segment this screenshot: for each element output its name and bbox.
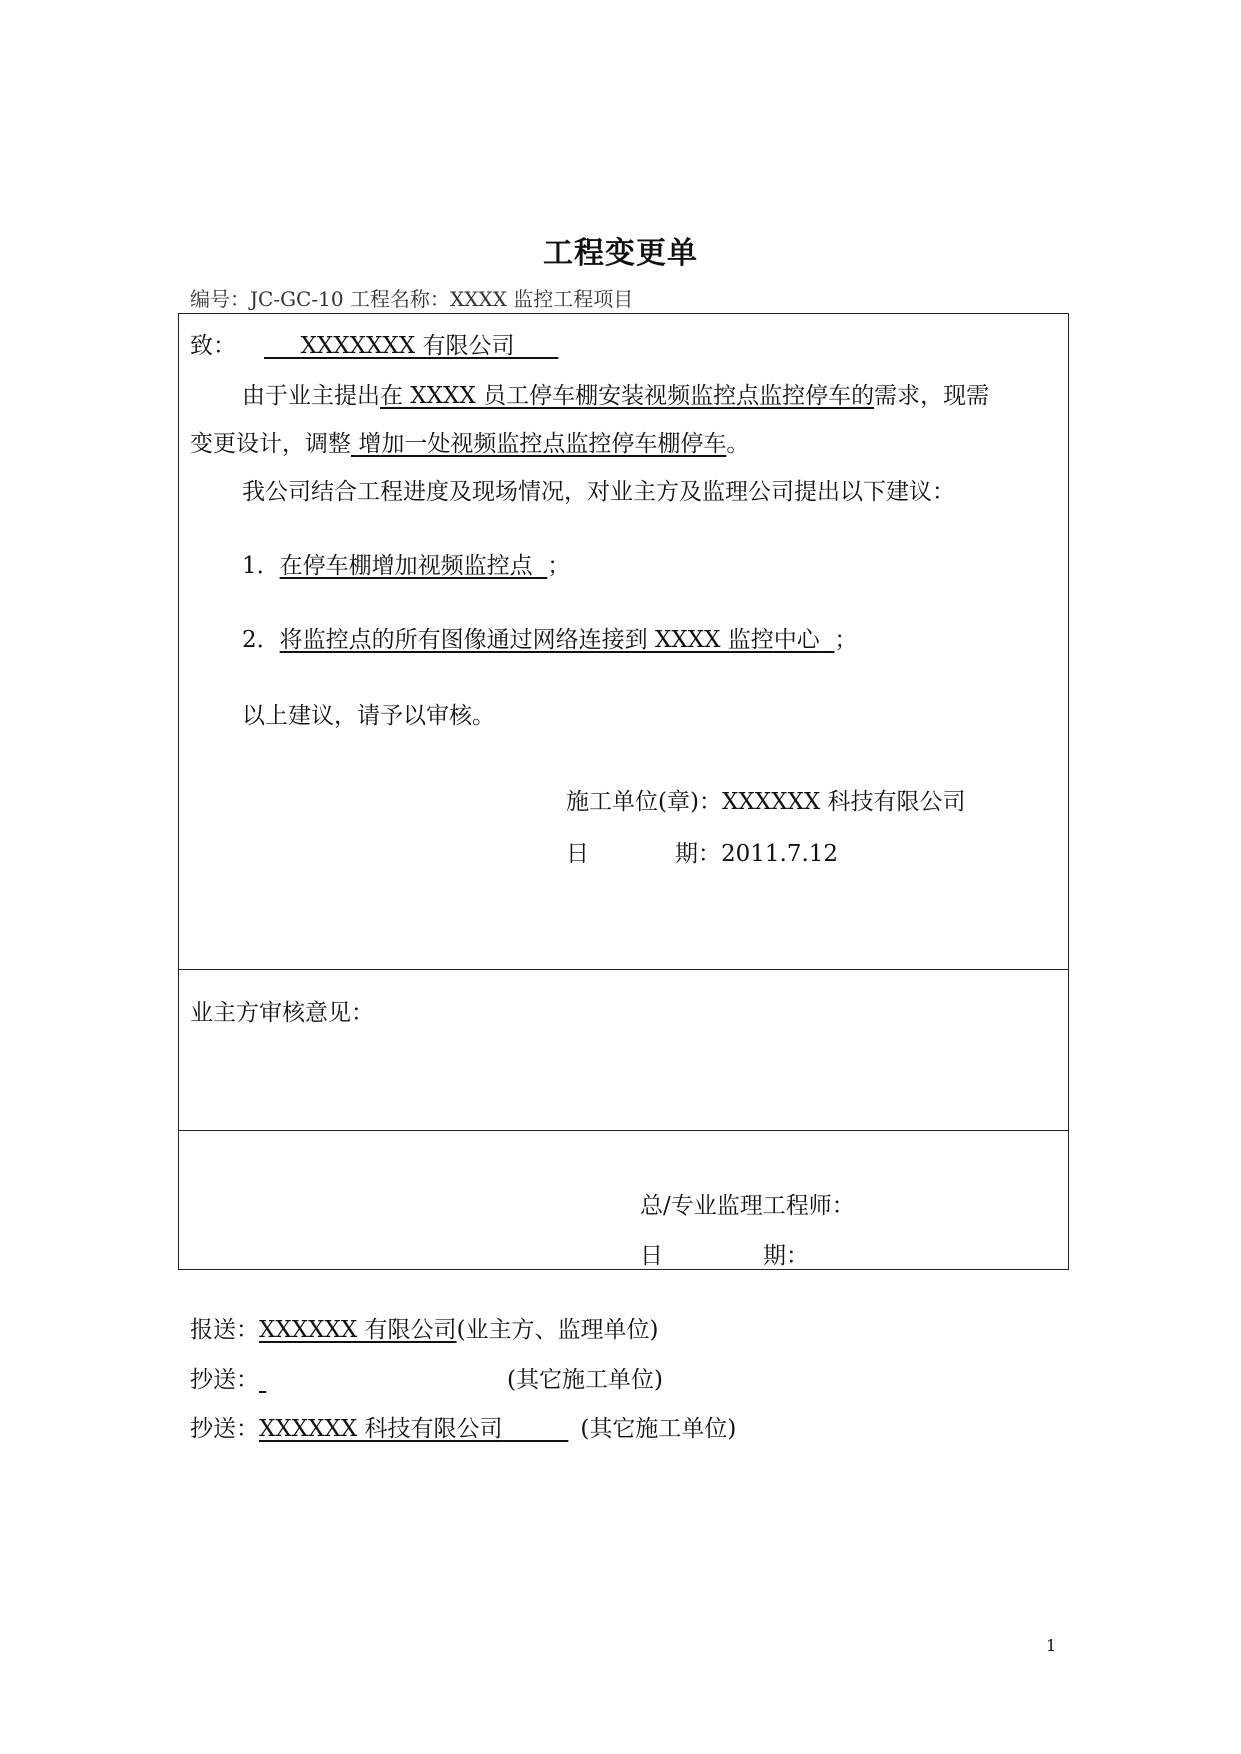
cc-line-2: 抄送：XXXXXX 科技有限公司 (其它施工单位): [190, 1416, 737, 1442]
paragraph-2: 变更设计，调整 增加一处视频监控点监控停车棚停车。: [190, 431, 750, 457]
paragraph-3: 我公司结合工程进度及现场情况，对业主方及监理公司提出以下建议：: [242, 479, 955, 505]
paragraph-1: 由于业主提出在 XXXX 员工停车棚安装视频监控点监控停车的需求，现需: [242, 383, 990, 409]
to-label: 致：: [190, 333, 236, 359]
supervisor-section: [178, 1130, 1069, 1270]
document-title: 工程变更单: [543, 236, 698, 271]
to-line: [190, 327, 558, 360]
date-line-1: 日 期：2011.7.12: [566, 841, 839, 867]
send-line: 报送：XXXXXX 有限公司(业主方、监理单位): [190, 1317, 659, 1343]
owner-request: 在 XXXX 员工停车棚安装视频监控点监控停车的: [380, 383, 875, 409]
doc-meta: [190, 283, 633, 312]
owner-review-section: [178, 968, 1069, 1131]
date-line-2: 日 期：: [640, 1243, 809, 1269]
page-number: 1: [1046, 1636, 1057, 1655]
cc-line-1: 抄送： (其它施工单位): [190, 1367, 663, 1393]
construction-unit: 施工单位(章)：XXXXXX 科技有限公司: [566, 789, 966, 815]
adjustment: 增加一处视频监控点监控停车棚停车: [358, 431, 727, 457]
project-label: 工程名称：: [349, 287, 450, 311]
doc-number: JC-GC-10: [250, 287, 344, 311]
to-company: XXXXXXX 有限公司: [300, 333, 515, 359]
blank-field: [259, 1367, 495, 1393]
engineer-label: 总/专业监理工程师：: [640, 1193, 855, 1219]
project-name: XXXX 监控工程项目: [449, 287, 634, 311]
owner-review-label: 业主方审核意见：: [190, 1000, 374, 1026]
suggestion-item-2: 2．将监控点的所有图像通过网络连接到 XXXX 监控中心 ；: [242, 627, 858, 653]
closing-line: 以上建议，请予以审核。: [242, 703, 495, 729]
suggestion-item-1: 1．在停车棚增加视频监控点 ；: [242, 553, 571, 579]
number-label: 编号：: [190, 287, 250, 311]
